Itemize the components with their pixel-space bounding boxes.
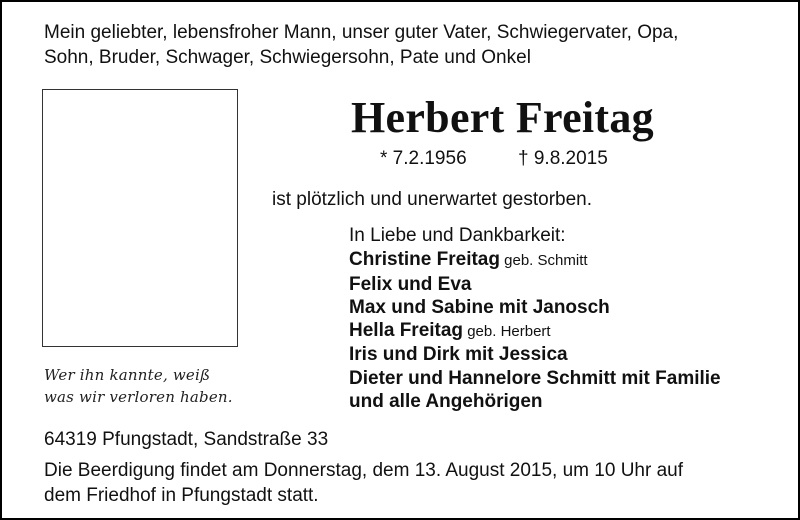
mourner-entry: [349, 319, 721, 343]
intro-line: Sohn, Bruder, Schwager, Schwiegersohn, Pate und Onkel: [44, 47, 531, 68]
intro-text: [44, 20, 764, 70]
mourner-entry: [349, 390, 721, 413]
quote-line: Wer ihn kannte, weiß: [44, 366, 211, 384]
address: 64319 Pfungstadt, Sandstraße 33: [44, 429, 329, 450]
mourners-heading: In Liebe und Dankbarkeit:: [349, 225, 566, 246]
photo-frame: [42, 89, 238, 347]
death-statement: ist plötzlich und unerwartet gestorben.: [272, 189, 593, 210]
mourner-name: Hella Freitag: [349, 320, 464, 342]
death-date: † 9.8.2015: [518, 148, 608, 169]
mourner-entry: [349, 273, 721, 296]
mourner-name: Christine Freitag: [349, 249, 500, 271]
mourner-name: Felix und Eva: [349, 273, 472, 295]
memorial-quote: [44, 364, 233, 408]
mourner-name: Iris und Dirk mit Jessica: [349, 344, 568, 366]
deceased-name: Herbert Freitag: [351, 93, 654, 142]
funeral-line: Die Beerdigung findet am Donnerstag, dem 13. August 2015, um 10 Uhr auf: [44, 460, 684, 481]
mourner-suffix: geb. Schmitt: [499, 252, 588, 270]
intro-line: Mein geliebter, lebensfroher Mann, unser guter Vater, Schwiegervater, Opa,: [44, 22, 679, 43]
mourner-entry: [349, 248, 721, 272]
birth-date: * 7.2.1956: [380, 148, 467, 169]
mourners-list: [349, 224, 721, 413]
mourner-suffix: geb. Herbert: [463, 323, 551, 341]
mourner-name: Dieter und Hannelore Schmitt mit Familie: [349, 367, 721, 389]
quote-line: was wir verloren haben.: [44, 388, 233, 406]
funeral-line: dem Friedhof in Pfungstadt statt.: [44, 485, 319, 506]
mourner-entry: [349, 296, 721, 319]
mourner-name: und alle Angehörigen: [349, 391, 543, 413]
mourner-name: Max und Sabine mit Janosch: [349, 296, 610, 318]
mourner-entry: [349, 343, 721, 366]
mourner-entry: [349, 367, 721, 390]
funeral-info: [44, 458, 764, 508]
